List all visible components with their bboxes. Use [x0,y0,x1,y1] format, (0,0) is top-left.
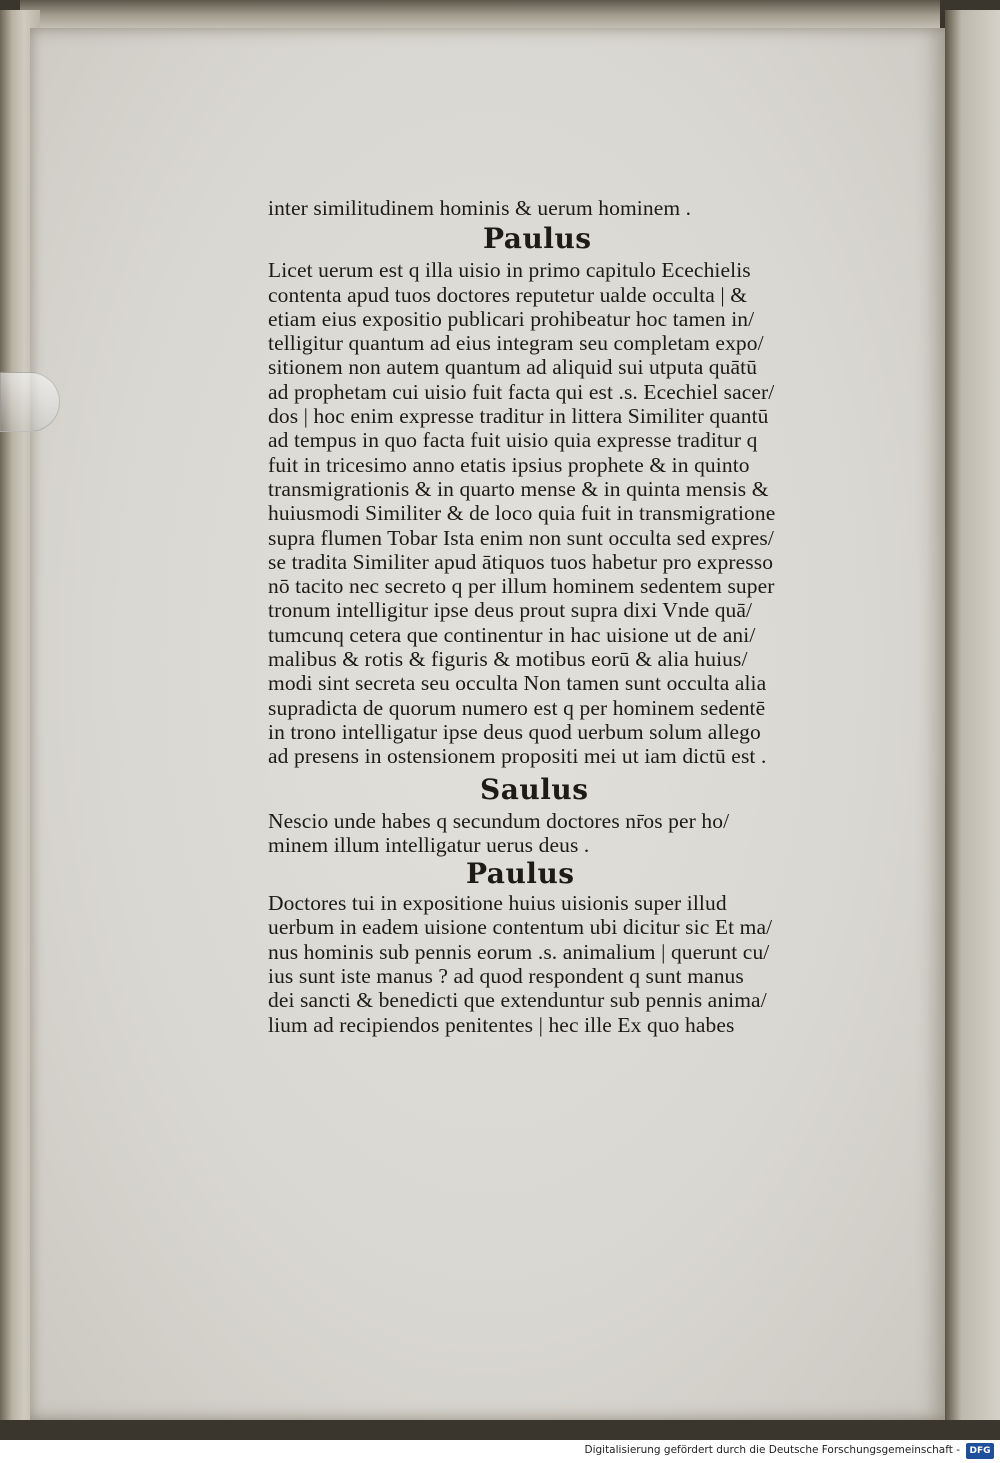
text-line: telligitur quantum ad eius integram seu completam expo/ [268,331,764,356]
text-line: nus hominis sub pennis eorum .s. animalium | querunt cu/ [268,939,770,964]
text-line: uerbum in eadem uisione contentum ubi dicitur sic Et ma/ [268,915,773,940]
text-line: dei sancti & benedicti que extenduntur sub pennis anima/ [268,988,767,1013]
text-line: se tradita Similiter apud ātiquos tuos habetur pro expresso [268,549,774,574]
page-stack-top-edge [20,0,940,30]
dfg-logo: DFG [966,1443,994,1459]
text-line: minem illum intelligatur uerus deus . [268,832,590,857]
footer-bar [0,1440,1000,1463]
text-line: ius sunt iste manus ? ad quod respondent q sunt manus [268,964,744,989]
text-line: ad tempus in quo facta fuit uisio quia expresse traditur q [268,428,758,453]
text-line: malibus & rotis & figuris & motibus eorū & alia huius/ [268,647,748,672]
text-line: tumcunq cetera que continentur in hac uisione ut de ani/ [268,622,756,647]
paragraph-2 [268,809,848,858]
text-line: in trono intelligatur ipse deus quod uerbum solum allego [268,719,761,744]
speaker-heading-saulus: Saulus [480,772,589,806]
text-line: lium ad recipiendos penitentes | hec ille Ex quo habes [268,1012,735,1037]
text-line: supradicta de quorum numero est q per hominem sedentē [268,695,766,720]
text-line: nō tacito nec secreto q per illum hominem sedentem super [268,574,775,599]
text-line: etiam eius expositio publicari prohibeatur hoc tamen in/ [268,306,755,331]
intro-line: inter similitudinem hominis & uerum hominem . [268,196,692,220]
paragraph-1 [268,258,848,768]
text-line: dos | hoc enim expresse traditur in littera Similiter quantū [268,404,769,429]
text-line: sitionem non autem quantum ad aliquid sui utputa quātū [268,355,758,380]
text-line: Doctores tui in expositione huius uisionis super illud [268,891,727,916]
facing-page-edge [945,10,1000,1420]
paragraph-3 [268,891,848,1037]
speaker-heading-paulus-1: Paulus [483,222,592,256]
text-line: huiusmodi Similiter & de loco quia fuit in transmigratione [268,501,776,526]
text-line: Nescio unde habes q secundum doctores nr̄os per ho/ [268,808,730,833]
text-line: ad prophetam cui uisio fuit facta qui est .s. Ecechiel sacer/ [268,379,775,404]
text-line: contenta apud tuos doctores reputetur ualde occulta | & [268,282,748,307]
page-clip [0,372,60,432]
text-line: ad presens in ostensionem propositi mei ut iam dictū est . [268,744,767,769]
text-line: transmigrationis & in quarto mense & in quinta mensis & [268,476,769,501]
speaker-heading-paulus-2: Paulus [466,857,575,891]
printed-text-block [268,196,848,1037]
text-line: tronum intelligitur ipse deus prout supra dixi Vnde quā/ [268,598,753,623]
text-line: fuit in tricesimo anno etatis ipsius prophete & in quinto [268,452,750,477]
footer-credit: Digitalisierung gefördert durch die Deutsche Forschungsgemeinschaft - [584,1444,960,1456]
text-line: Licet uerum est q illa uisio in primo capitulo Ecechielis [268,258,751,283]
text-line: modi sint secreta seu occulta Non tamen sunt occulta alia [268,671,767,696]
text-line: supra flumen Tobar Ista enim non sunt occulta sed expres/ [268,525,774,550]
